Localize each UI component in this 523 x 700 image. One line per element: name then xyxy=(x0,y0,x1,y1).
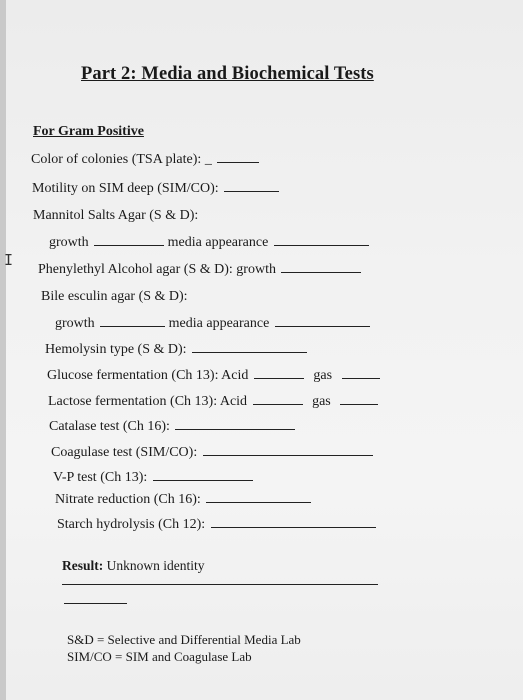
field-msa-growth-label: growth xyxy=(49,235,89,250)
worksheet-page xyxy=(6,0,523,700)
result-answer-line-1[interactable] xyxy=(62,584,378,585)
footnote-sd: S&D = Selective and Differential Media Lab xyxy=(67,632,301,647)
field-hemolysin-label: Hemolysin type (S & D): xyxy=(45,342,187,357)
field-nitrate-label: Nitrate reduction (Ch 16): xyxy=(55,492,201,507)
field-motility xyxy=(32,181,279,197)
result-answer-line-2[interactable] xyxy=(64,603,127,604)
field-bile-growth-label: growth xyxy=(55,316,95,331)
field-motility-blank[interactable] xyxy=(224,190,279,192)
field-vp-label: V-P test (Ch 13): xyxy=(53,470,148,485)
field-lactose xyxy=(48,394,378,410)
field-msa-growth-blank[interactable] xyxy=(94,244,164,246)
field-bile: Bile esculin agar (S & D): xyxy=(41,289,188,304)
field-coagulase xyxy=(51,445,373,461)
field-bile-media-label: media appearance xyxy=(168,316,270,331)
field-nitrate xyxy=(55,492,311,508)
field-lactose-label: Lactose fermentation (Ch 13): Acid xyxy=(48,394,248,409)
result-text: Unknown identity xyxy=(106,558,205,573)
field-msa-growth xyxy=(49,235,369,251)
field-msa-media-blank[interactable] xyxy=(274,244,369,246)
field-colonies-label: Color of colonies (TSA plate): xyxy=(31,152,202,167)
field-bile-growth-blank[interactable] xyxy=(100,325,165,327)
field-glucose-gas-blank[interactable] xyxy=(342,377,380,379)
field-vp xyxy=(53,470,253,486)
field-coagulase-blank[interactable] xyxy=(203,454,373,456)
field-msa-media-label: media appearance xyxy=(167,235,269,250)
field-hemolysin-blank[interactable] xyxy=(192,351,307,353)
field-msa: Mannitol Salts Agar (S & D): xyxy=(33,208,199,223)
field-pea-blank[interactable] xyxy=(281,271,361,273)
field-nitrate-blank[interactable] xyxy=(206,501,311,503)
field-glucose-gas-label: gas xyxy=(313,368,333,383)
field-colonies-blank[interactable] xyxy=(217,161,259,163)
field-lactose-gas-blank[interactable] xyxy=(340,403,378,405)
field-colonies xyxy=(31,152,259,168)
field-glucose xyxy=(47,368,380,384)
text-cursor-icon: I xyxy=(4,251,14,269)
field-glucose-acid-blank[interactable] xyxy=(254,377,304,379)
field-pea-label: Phenylethyl Alcohol agar (S & D): growth xyxy=(38,262,276,277)
section-heading: For Gram Positive xyxy=(33,124,144,139)
field-hemolysin xyxy=(45,342,307,358)
field-lactose-acid-blank[interactable] xyxy=(253,403,303,405)
page-title: Part 2: Media and Biochemical Tests xyxy=(81,64,374,84)
field-pea xyxy=(38,262,361,278)
result-line xyxy=(62,558,205,574)
footnote-simco: SIM/CO = SIM and Coagulase Lab xyxy=(67,649,252,664)
result-label: Result: xyxy=(62,558,104,573)
field-bile-media-blank[interactable] xyxy=(275,325,370,327)
field-catalase-blank[interactable] xyxy=(175,428,295,430)
field-starch-blank[interactable] xyxy=(211,526,376,528)
field-vp-blank[interactable] xyxy=(153,479,253,481)
field-lactose-gas-label: gas xyxy=(312,394,331,409)
field-colonies-mark: _ xyxy=(204,152,212,167)
field-glucose-label: Glucose fermentation (Ch 13): Acid xyxy=(47,368,249,383)
field-starch xyxy=(57,517,376,533)
field-bile-growth xyxy=(55,316,370,332)
field-starch-label: Starch hydrolysis (Ch 12): xyxy=(57,517,206,532)
field-motility-label: Motility on SIM deep (SIM/CO): xyxy=(32,181,219,196)
field-catalase xyxy=(49,419,295,435)
field-coagulase-label: Coagulase test (SIM/CO): xyxy=(51,445,198,460)
field-catalase-label: Catalase test (Ch 16): xyxy=(49,419,170,434)
